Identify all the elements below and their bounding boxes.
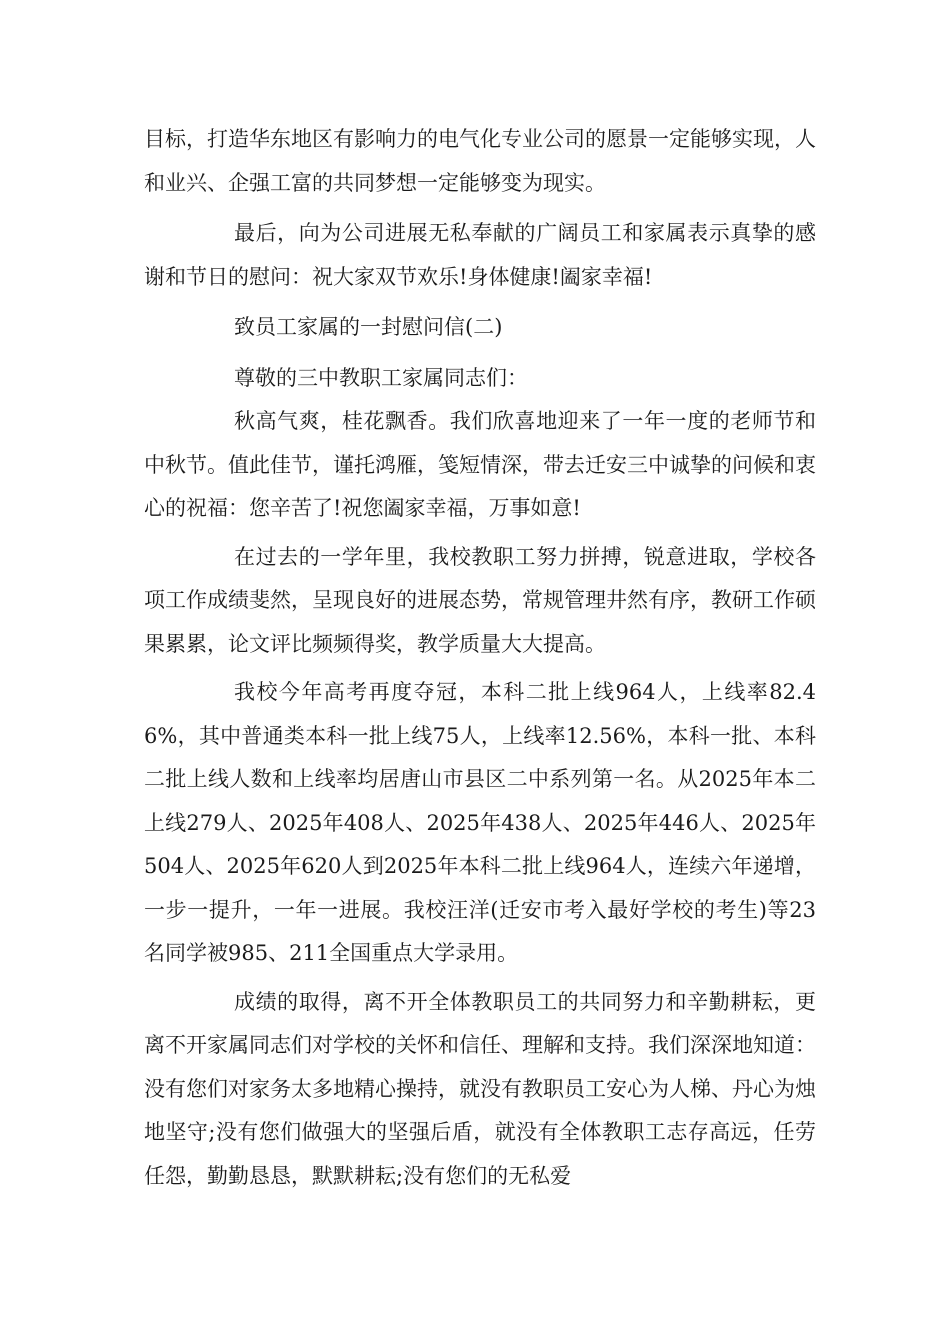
paragraph-past-year: 在过去的一学年里，我校教职工努力拼搏，锐意进取，学校各项工作成绩斐然，呈现良好的进展态势，常规管理井然有序，教研工作硕果累累，论文评比频频得奖，教学质量大大提高。 xyxy=(144,544,816,656)
letter-title: 致员工家属的一封慰问信(二) xyxy=(234,315,503,339)
paragraph-festival-greeting: 秋高气爽，桂花飘香。我们欣喜地迎来了一年一度的老师节和中秋节。值此佳节，谨托鸿雁，笺短情深，带去迁安三中诚挚的问候和衷心的祝福：您辛苦了!祝您阖家幸福，万事如意! xyxy=(144,409,816,520)
paragraph-continued-goal: 目标，打造华东地区有影响力的电气化专业公司的愿景一定能够实现，人和业兴、企强工富的共同梦想一定能够变为现实。 xyxy=(144,127,816,195)
document-body xyxy=(144,118,816,1198)
paragraph-gratitude: 成绩的取得，离不开全体教职员工的共同努力和辛勤耕耘，更离不开家属同志们对学校的关怀和信任、理解和支持。我们深深地知道：没有您们对家务太多地精心操持，就没有教职员工安心为人梯、丹心为烛地坚守;没有您们做强大的坚强后盾，就没有全体教职工志存高远，任劳任怨，勤勤恳恳，默默耕耘;没有您们的无私爱 xyxy=(144,989,816,1188)
letter-salutation: 尊敬的三中教职工家属同志们： xyxy=(234,365,528,390)
paragraph-closing-thanks: 最后，向为公司进展无私奉献的广阔员工和家属表示真挚的感谢和节日的慰问：祝大家双节欢乐!身体健康!阖家幸福! xyxy=(144,221,816,289)
paragraph-exam-results: 我校今年高考再度夺冠，本科二批上线964人，上线率82.46%，其中普通类本科一批上线75人，上线率12.56%，本科一批、本科二批上线人数和上线率均居唐山市县区二中系列第一名。从2025年本二上线279人、2025年408人、2025年438人、2025年446人、2025年504人、2025年620人到2025年本科二批上线964人，连续六年递增，一步一提升，一年一进展。我校汪洋(迁安市考入最好学校的考生)等23名同学被985、211全国重点大学录用。 xyxy=(144,680,816,965)
